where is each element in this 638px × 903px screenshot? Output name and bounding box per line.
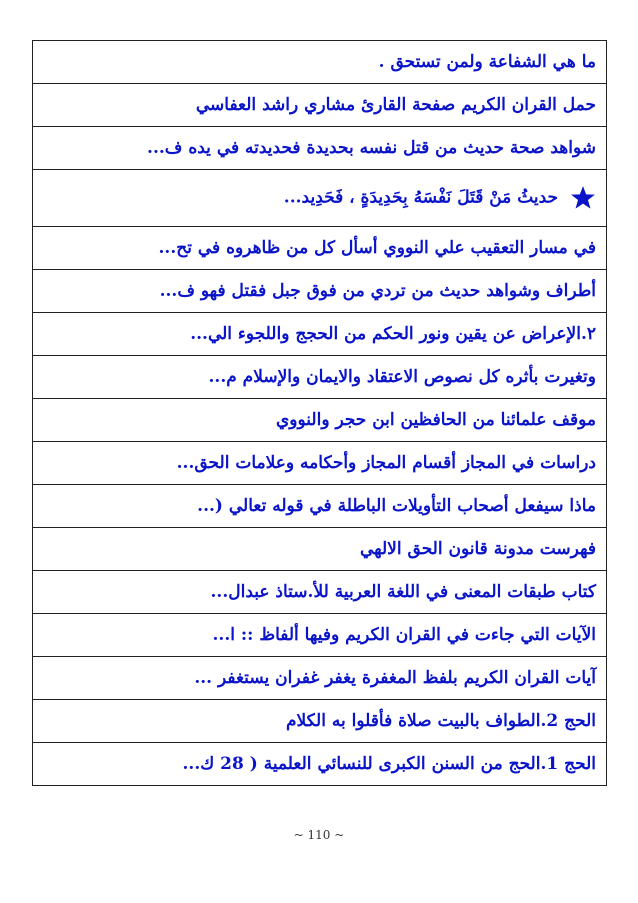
page-number: ~ 110 ~ xyxy=(293,828,345,842)
table-row xyxy=(33,84,607,127)
table-row xyxy=(33,313,607,356)
row-text: كتاب طبقات المعنى في اللغة العربية للأ.ستاذ عبدال... xyxy=(33,571,607,614)
table-row xyxy=(33,442,607,485)
row-text: الحج 2.الطواف بالبيت صلاة فأقلوا به الكلام xyxy=(33,700,607,743)
table-row xyxy=(33,485,607,528)
row-text: حديثُ مَنْ قَتَلَ نَفْسَهُ بِحَدِيدَةٍ ، فَحَدِيد... xyxy=(283,187,559,208)
row-text: موقف علمائنا من الحافظين ابن حجر والنووي xyxy=(33,399,607,442)
row-cell xyxy=(33,170,607,227)
row-text: وتغيرت بأثره كل نصوص الاعتقاد والايمان والإسلام م... xyxy=(33,356,607,399)
row-text: دراسات في المجاز أقسام المجاز وأحكامه وعلامات الحق... xyxy=(33,442,607,485)
star-icon xyxy=(570,185,596,211)
row-text: الحج 1.الحج من السنن الكبرى للنسائي العلمية ( 28 ك... xyxy=(33,743,607,786)
table-row xyxy=(33,41,607,84)
table-row xyxy=(33,399,607,442)
table-row xyxy=(33,170,607,227)
table-row xyxy=(33,743,607,786)
table-row xyxy=(33,528,607,571)
table-row xyxy=(33,227,607,270)
row-text: آيات القران الكريم بلفظ المغفرة يغفر غفران يستغفر ... xyxy=(33,657,607,700)
row-text: شواهد صحة حديث من قتل نفسه بحديدة فحديدته في يده ف... xyxy=(33,127,607,170)
row-text: ما هي الشفاعة ولمن تستحق . xyxy=(33,41,607,84)
index-table xyxy=(32,40,607,786)
table-row xyxy=(33,614,607,657)
row-text: حمل القران الكريم صفحة القارئ مشاري راشد العفاسي xyxy=(33,84,607,127)
table-row xyxy=(33,270,607,313)
row-text: ماذا سيفعل أصحاب التأويلات الباطلة في قوله تعالي (... xyxy=(33,485,607,528)
table-row xyxy=(33,700,607,743)
row-text: الآيات التي جاءت في القران الكريم وفيها ألفاظ :: ا... xyxy=(33,614,607,657)
table-row xyxy=(33,356,607,399)
row-text: أطراف وشواهد حديث من تردي من فوق جبل فقتل فهو ف... xyxy=(33,270,607,313)
table-row xyxy=(33,571,607,614)
table-row xyxy=(33,127,607,170)
row-text: فهرست مدونة قانون الحق الالهي xyxy=(33,528,607,571)
row-text: في مسار التعقيب علي النووي أسأل كل من ظاهروه في تح... xyxy=(33,227,607,270)
table-row xyxy=(33,657,607,700)
row-text: ٢.الإعراض عن يقين ونور الحكم من الحجج واللجوء الي... xyxy=(33,313,607,356)
